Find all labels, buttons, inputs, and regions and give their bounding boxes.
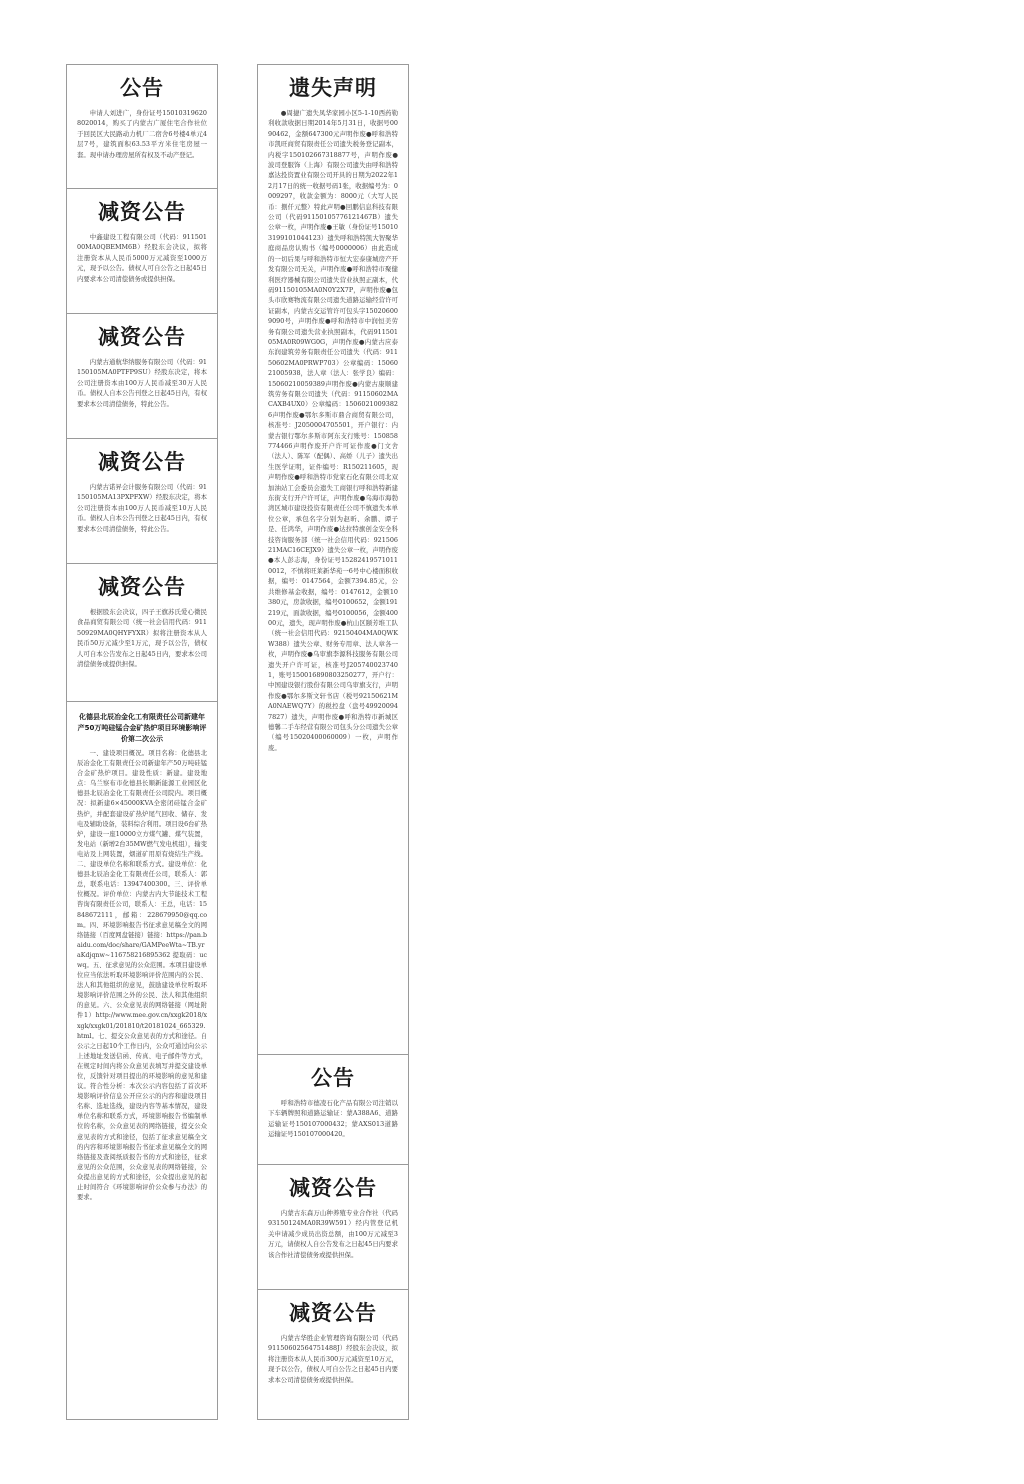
- notice-body: 内蒙古东森万山种养殖专业合作社（代码93150124MA0R39W591）经内管登记机关申请减少成员出资总额，由100万元减至3万元，请债权人自公告发布之日起45日内要求该合作社清偿债务或提供担保。: [268, 1209, 398, 1259]
- notice-lost-declaration: [258, 65, 408, 1055]
- notice-title: 减资公告: [98, 450, 186, 474]
- env-notice-body: 一、建设项目概况。项目名称：化德县北辰冶金化工有限责任公司新建年产50万吨硅锰合金矿热炉项目。建设性质：新建。建设地点：乌兰察布市化德县长顺新能源工业园区化德县北辰冶金化工有限责任公司院内。项目概况：拟新建6×45000KVA全密闭硅锰合金矿热炉，并配套建设矿热炉尾气回收、储存、发电及辅助设备，装料综合利用。项目设6台矿热炉，建设一座10000立方煤气罐、煤气装置，发电站（新增2台35MW燃气发电机组），输变电站及上网装置，烟道矿用原有烧结生产线。二、建设单位名称和联系方式。建设单位：化德县北辰冶金化工有限责任公司，联系人：郭总，联系电话：13947400300。三、评价单位概况。评价单位：内蒙古内大节能技术工程咨询有限责任公司，联系人：王总，电话：15848672111，邮箱：228679950@qq.com。四、环境影响报告书征求意见稿全文的网络链接（百度网盘链接）链接：https://pan.baidu.com/doc/share/GAMPeeWta~TB.yraKdjqnw~116758216895362 提取码：ucwq。五、征求意见的公众范围。本项目建设单位应当依法听取环境影响评价范围内的公民、法人和其他组织的意见，鼓励建设单位听取环境影响评价范围之外的公民、法人和其他组织的意见。六、公众意见表的网络链接（网址附件1）http://www.mee.gov.cn/xxgk2018/xxgk/xxgk01/201810/t20181024_665329.html。七、提交公众意见表的方式和途径。自公示之日起10个工作日内，公众可通过向公示上述地址发送信函、传真、电子邮件等方式，在规定时间内将公众意见表填写并提交建设单位，反馈针对项目提出的环境影响的意见和建议。符合性分析：本次公示内容包括了首次环境影响评价信息公开应公示的内容和建设项目名称、选址选线，建设内容等基本情况，建设单位名称和联系方式，环境影响报告书编制单位的名称，公众意见表的网络链接，提交公众意见表的方式和途径，包括了征求意见稿全文的内容和环境影响报告书征求意见稿全文的网络链接及查阅纸质报告书的方式和途径，征求意见的公众范围，公众意见表的网络链接，公众提出意见的方式和途径，公众提出意见的起止时间符合《环境影响评价公众参与办法》的要求。: [77, 750, 207, 1202]
- left-column: [66, 64, 218, 1420]
- notice-property-registration: [67, 65, 217, 189]
- notice-body: 内蒙古通航华纳服务有限公司（代码：91150105MA0PTFP9SU）经股东决定，将本公司注册资本由100万人民币减至30万人民币。债权人自本公告刊登之日起45日内，有权要求本公司清偿债务，特此公告。: [77, 358, 207, 408]
- right-column: [257, 64, 409, 1420]
- notice-title: 公告: [311, 1066, 355, 1090]
- notice-title: 减资公告: [98, 575, 186, 599]
- notice-capital-reduction: [67, 189, 217, 314]
- notice-title: 公告: [120, 76, 164, 100]
- notice-capital-reduction: [258, 1290, 408, 1419]
- notice-body: 中鑫建设工程有限公司（代码：91150100MA0QBEMM6B）经股东会决议，拟将注册资本从人民币5000万元减资至1000万元，现予以公告。债权人可自公告之日起45日内要求本公司清偿债务或提供担保。: [77, 233, 207, 283]
- notice-capital-reduction: [67, 439, 217, 564]
- notice-title: 减资公告: [98, 325, 186, 349]
- notice-body: 根据股东会决议，四子王旗苏氏爱心微民食品商贸有限公司（统一社会信用代码：91150929MA0QHYFYXR）拟将注册资本从人民币50万元减少至1万元，现予以公告，债权人可自本公告发布之日起45日内，要求本公司清偿债务或提供担保。: [77, 608, 207, 669]
- notice-body: 内蒙古诺昇会计服务有限公司（代码：91150105MA13PXPFXW）经股东决定，将本公司注册资本由100万人民币减至10万人民币。债权人自本公告刊登之日起45日内，有权要求本公司清偿债务，特此公告。: [77, 483, 207, 533]
- notice-vehicle-cancellation: [258, 1055, 408, 1165]
- notice-capital-reduction: [258, 1165, 408, 1290]
- notice-title: 减资公告: [289, 1176, 377, 1200]
- notice-title: 减资公告: [289, 1301, 377, 1325]
- notice-capital-reduction: [67, 564, 217, 702]
- notice-title: 减资公告: [98, 200, 186, 224]
- notice-body: 内蒙古华胜企业管理咨询有限公司（代码91150602564751488J）经股东会决议，拟将注册资本从人民币300万元减资至10万元，现予以公告，债权人可自公告之日起45日内要求本公司清偿债务或提供担保。: [268, 1334, 398, 1384]
- lost-notice-body: ●周捷广遗失凤华家园小区5-1-10西药勒利收款收据日期2014年5月31日，收据号0090462，金额647300元声明作废●呼和浩特市凯旺商贸有限责任公司遗失税务登记副本，内税字150102667318877号，声明作废●波司登服饰（上海）有限公司遗失由呼和浩特嘉达投资置业有限公司开具的日期为2022年12月17日的统一收据号码1张，收据编号为：0009297，收款金额为：8000元（大写人民币：捌仟元整）特此声明●回鹏信息科技有限公司（代码91150105776121467B）遗失公章一枚，声明作废●王敏（身份证号150103199101044123）遗失呼和浩特凯大智聚华庭商品房认购书（编号0000006）由此造成的一切后果与呼和浩特市恒大宏泰康城房产开发有限公司无关，声明作废●呼和浩特市聚健利医疗器械有限公司遗失营业执照正副本，代码91150105MA0N0Y2X7P，声明作废●包头市欣赛物流有限公司遗失道路运输经营许可证副本，内蒙古交运管许可包头字150206009090号，声明作废●呼和浩特市中润恒美劳务有限公司遗失营业执照副本，代码91150105MA0R09WG0G，声明作废●内蒙古应泰东润建筑劳务有限责任公司遗失（代码：91150602MA0PRWP703）公章编码：1506021005938，法人章（法人：张学良）编码：15060210059389声明作废●内蒙古康顺建筑劳务有限公司遗失（代码：91150602MACAXB4UX0）公章编码：15060210093826声明作废●鄂尔多斯市鼎合商贸有限公司，核准号：J2050004705501，开户银行：内蒙古银行鄂尔多斯市阿东支行账号：150858774466声明作废开户许可证作废●门文舍（法人）、陈军（配偶）、高娇（儿子）遗失出生医学证明，证件编号：R150211605，现声明作废●呼和浩特市党家石化有限公司北双加油站工会委员会遗失工商银行呼和浩特新建东街支行开户许可证，声明作废●乌海市海勃湾区城市建设投资有限责任公司不慎遗失本单位公章，承包名字分别为赵昕、余鹏、谭子是、任鸿华，声明作废●达拉特旗创金安全科技咨询服务部（统一社会信用代码：92150621MAC16CEJX9）遗失公章一枚，声明作废●本人彭志海，身份证号152824195710110012，不慎将旺莱新华苑一6号中心楼面积收据，编号：0147564，金额7394.85元，公共维修基金收据，编号：0147612，金额10380元，房款收据，编号0100652，金额191219元，面款收据，编号0100056，金额40000元，遗失，现声明作废●杭山区颐芳堆工队（统一社会信用代码：92150404MA0QWKW388）遗失公章、财务专用章、法人章各一枚，声明作废●乌审旗李源科技服务有限公司遗失开户许可证，核准号J2057400237401，账号150016890803250277，开户行：中国建设银行股份有限公司乌审旗支行，声明作废●鄂尔多斯文轩书店（税号92150621MA0NAEWQ7Y）的税控盘（盘号499200947827）遗失，声明作废●呼和浩特市新城区德馨二手车经营有限公司包头分公司遗失公章（编号15020400060009）一枚，声明作废。: [268, 109, 398, 752]
- env-notice-title: 化德县北辰冶金化工有限责任公司新建年产50万吨硅锰合金矿热炉项目环境影响评价第二次公示: [77, 713, 207, 743]
- notice-body: 呼和浩特市德凌石化产品有限公司注销以下车辆牌照和道路运输证：蒙A388A6、道路运输证号150107000432；蒙AXS013道路运输证号150107000420。: [268, 1099, 398, 1139]
- notice-environmental-impact: [67, 702, 217, 1419]
- lost-notice-title: 遗失声明: [289, 76, 377, 100]
- notice-capital-reduction: [67, 314, 217, 439]
- notice-body: 申请人刘进广，身份证号150103196208020014，购买了内蒙古广厦住宅合作社位于回民区大民路动力机厂二宿舍6号楼4单元4层7号，建筑面积63.53平方米住宅房屋一套。现申请办理房屋所有权及不动产登记。: [77, 109, 207, 159]
